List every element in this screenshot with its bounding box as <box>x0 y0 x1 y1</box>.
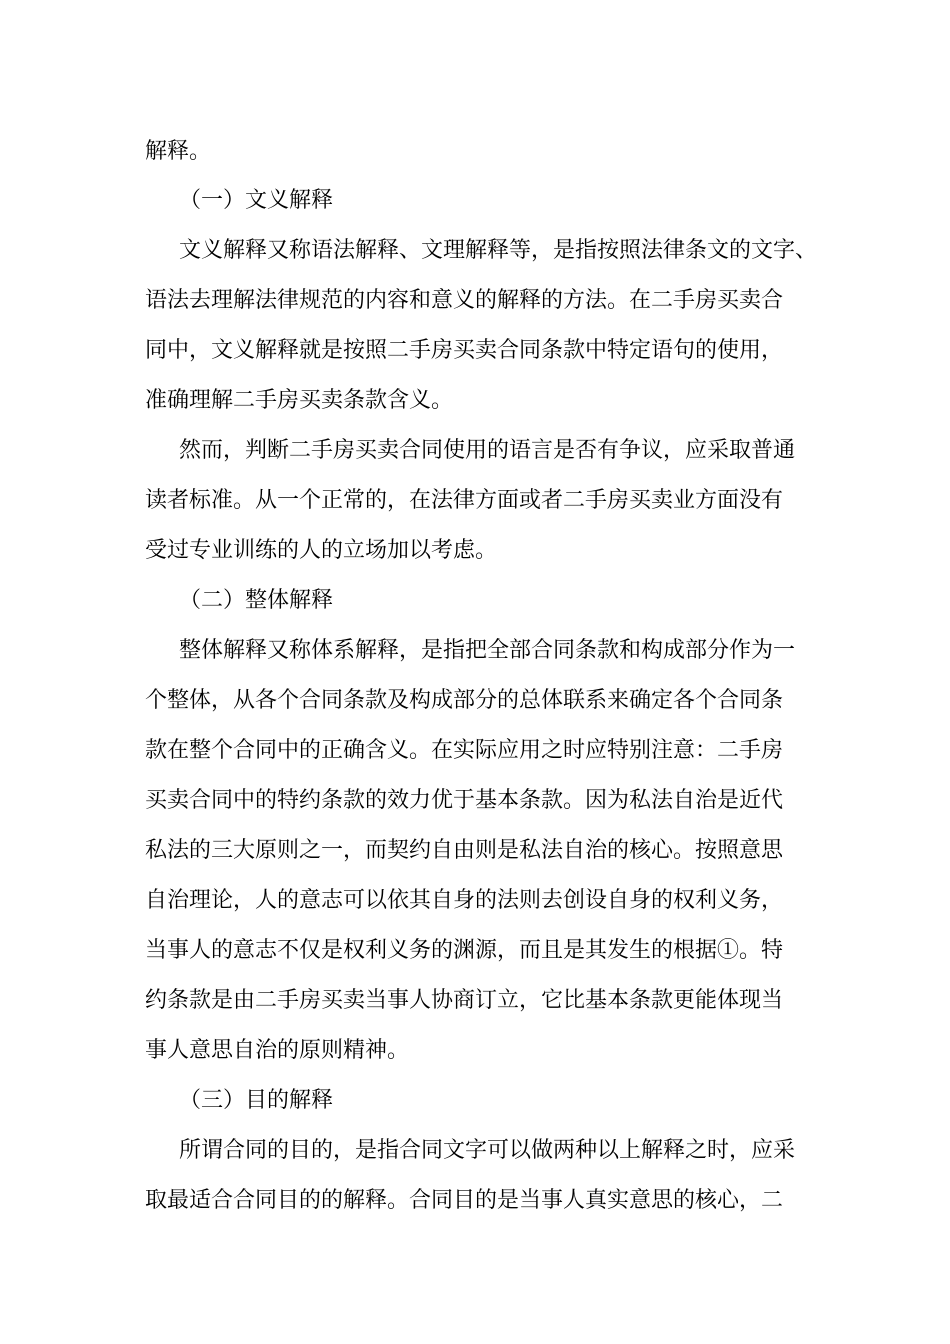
text-line: 准确理解二手房买卖条款含义。 <box>145 388 454 413</box>
section-heading: （一）文义解释 <box>179 188 334 213</box>
text-line: 语法去理解法律规范的内容和意义的解释的方法。在二手房买卖合 <box>145 288 784 313</box>
text-line: 取最适合合同目的的解释。合同目的是当事人真实意思的核心，二 <box>145 1188 784 1213</box>
text-line: 买卖合同中的特约条款的效力优于基本条款。因为私法自治是近代 <box>145 788 784 813</box>
text-line: 同中，文义解释就是按照二手房买卖合同条款中特定语句的使用， <box>145 338 784 363</box>
text-line: 款在整个合同中的正确含义。在实际应用之时应特别注意：二手房 <box>145 738 784 763</box>
text-line: 自治理论，人的意志可以依其自身的法则去创设自身的权利义务， <box>145 888 784 913</box>
text-line: 个整体，从各个合同条款及构成部分的总体联系来确定各个合同条 <box>145 688 784 713</box>
text-line: 私法的三大原则之一，而契约自由则是私法自治的核心。按照意思 <box>145 838 784 863</box>
text-line: 约条款是由二手房买卖当事人协商订立，它比基本条款更能体现当 <box>145 988 784 1013</box>
section-heading: （三）目的解释 <box>179 1088 334 1113</box>
text-line: 整体解释又称体系解释，是指把全部合同条款和构成部分作为一 <box>179 638 796 663</box>
text-line: 然而，判断二手房买卖合同使用的语言是否有争议，应采取普通 <box>179 438 796 463</box>
text-line: 解释。 <box>145 139 212 164</box>
text-line: 当事人的意志不仅是权利义务的渊源，而且是其发生的根据①。特 <box>145 938 784 963</box>
text-line: 读者标准。从一个正常的，在法律方面或者二手房买卖业方面没有 <box>145 488 784 513</box>
text-line: 所谓合同的目的，是指合同文字可以做两种以上解释之时，应采 <box>179 1138 796 1163</box>
section-heading: （二）整体解释 <box>179 588 334 613</box>
text-line: 文义解释又称语法解释、文理解释等，是指按照法律条文的文字、 <box>179 238 818 263</box>
text-line: 受过专业训练的人的立场加以考虑。 <box>145 538 498 563</box>
text-line: 事人意思自治的原则精神。 <box>145 1038 410 1063</box>
